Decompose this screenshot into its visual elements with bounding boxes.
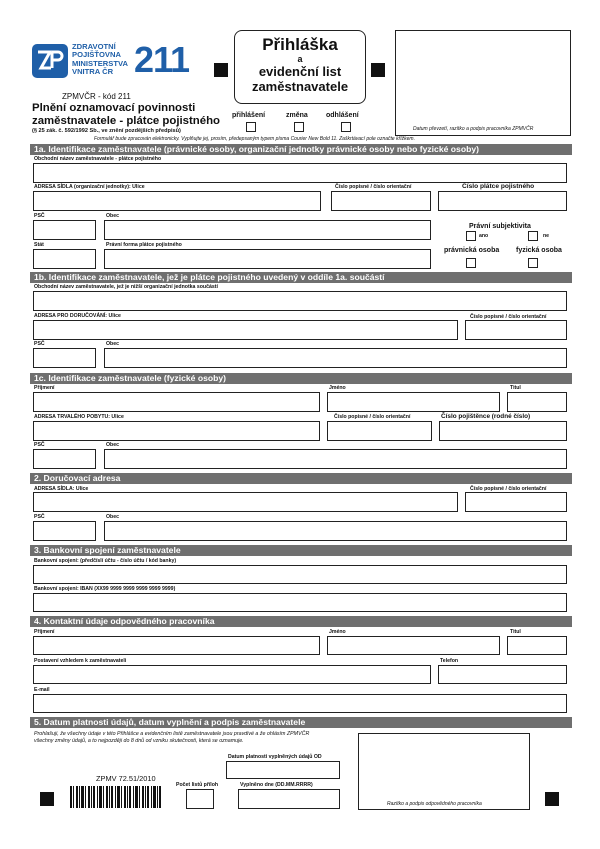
checkbox-zmena[interactable]: [294, 122, 304, 132]
psc-field[interactable]: [33, 220, 96, 240]
fo-city-field[interactable]: [104, 449, 567, 469]
label-delivery-address: ADRESA PRO DORUČOVÁNÍ: Ulice: [34, 313, 121, 319]
label-filled-on: Vyplněno dne (DD.MM.RRRR): [240, 782, 313, 788]
section-1c-header: 1c. Identifikace zaměstnavatele (fyzické osoby): [30, 373, 572, 384]
insurance-number-field[interactable]: [439, 421, 567, 441]
label-valid-from: Datum platnosti vyplněných údajů OD: [228, 754, 322, 760]
checkbox-legal-person[interactable]: [466, 258, 476, 268]
label-trade-name: Obchodní název zaměstnavatele - plátce pojistného: [34, 156, 162, 162]
fo-house-number-field[interactable]: [327, 421, 432, 441]
fo-psc-field[interactable]: [33, 449, 96, 469]
surname-field[interactable]: [33, 392, 320, 412]
label-fo-house-number: Číslo popisné / číslo orientační: [334, 414, 411, 420]
label-prihlaseni: přihlášení: [232, 112, 266, 119]
label-seat-address: ADRESA SÍDLA: Ulice: [34, 486, 89, 492]
checkbox-legal-subject-no[interactable]: [528, 231, 538, 241]
label-no: ne: [543, 233, 550, 239]
checkbox-legal-subject-yes[interactable]: [466, 231, 476, 241]
label-position: Postavení vzhledem k zaměstnavateli: [34, 658, 127, 664]
label-title: Titul: [510, 385, 521, 391]
label-yes: ano: [479, 233, 489, 239]
iban-field[interactable]: [33, 593, 567, 612]
label-house-number: Číslo popisné / číslo orientační: [335, 184, 412, 190]
filled-on-field[interactable]: [238, 789, 340, 809]
street-field[interactable]: [33, 191, 321, 211]
main-title: Přihláška: [262, 35, 338, 54]
d-house-number-field[interactable]: [465, 492, 567, 512]
label-fo-obec: Obec: [106, 442, 119, 448]
label-payer-number: Číslo plátce pojistného: [462, 183, 535, 190]
checkbox-natural-person[interactable]: [528, 258, 538, 268]
logo-line-2: POJIŠŤOVNA: [72, 50, 121, 60]
email-field[interactable]: [33, 694, 567, 713]
registration-mark: [545, 792, 559, 806]
logo-line-1: ZDRAVOTNÍ: [72, 42, 116, 51]
attachments-field[interactable]: [186, 789, 214, 809]
label-surname: Příjmení: [34, 385, 55, 391]
label-legal-form: Právní forma plátce pojistného: [106, 242, 182, 248]
form-code: ZPMVČR - kód 211: [62, 92, 131, 101]
declaration-text: [34, 731, 309, 745]
valid-from-field[interactable]: [226, 761, 340, 779]
logo-line-4: VNITRA ČR: [72, 67, 114, 77]
label-legal-person: právnická osoba: [444, 247, 500, 254]
label-sub-house-number: Číslo popisné / číslo orientační: [470, 314, 547, 320]
label-contact-first-name: Jméno: [329, 629, 346, 635]
label-sub-trade-name: Obchodní název zaměstnavatele, jež je nižší organizační jednotka součástí: [34, 284, 218, 290]
fo-street-field[interactable]: [33, 421, 320, 441]
legal-reference: (§ 25 zák. č. 592/1992 Sb., ve znění pozdějších předpisů): [32, 128, 181, 134]
registration-mark: [214, 63, 228, 77]
d-street-field[interactable]: [33, 492, 458, 512]
label-legal-subject: Právní subjektivita: [469, 223, 531, 230]
checkbox-prihlaseni[interactable]: [246, 122, 256, 132]
label-obec: Obec: [106, 213, 119, 219]
label-bank-account: Bankovní spojení: (předčíslí účtu - číslo účtu / kód banky): [34, 558, 177, 564]
d-city-field[interactable]: [104, 521, 567, 541]
contact-title-field[interactable]: [507, 636, 567, 655]
contact-first-name-field[interactable]: [327, 636, 500, 655]
label-contact-title: Titul: [510, 629, 521, 635]
label-odhlaseni: odhlášení: [326, 112, 359, 119]
label-d-house-number: Číslo popisné / číslo orientační: [470, 486, 547, 492]
form-title-line-1: Plnění oznamovací povinnosti: [32, 102, 196, 114]
section-2-header: 2. Doručovací adresa: [30, 473, 572, 484]
registration-mark: [371, 63, 385, 77]
insurer-logo: [30, 40, 200, 84]
stamp-caption: Datum převzetí, razítko a podpis pracovníka ZPMVČR: [413, 126, 534, 132]
label-email: E-mail: [34, 687, 50, 693]
bank-account-field[interactable]: [33, 565, 567, 584]
logo-line-3: MINISTERSTVA: [72, 58, 128, 68]
position-field[interactable]: [33, 665, 431, 684]
label-natural-person: fyzická osoba: [516, 247, 562, 254]
section-3-header: 3. Bankovní spojení zaměstnavatele: [30, 545, 572, 556]
title-field[interactable]: [507, 392, 567, 412]
sub-psc-field[interactable]: [33, 348, 96, 368]
trade-name-field[interactable]: [33, 163, 567, 183]
sub-street-field[interactable]: [33, 320, 458, 340]
label-address: ADRESA SÍDLA (organizační jednotky): Ulice: [34, 184, 145, 190]
label-insurance-number: Číslo pojištěnce (rodné číslo): [441, 413, 531, 420]
form-note: Formulář bude zpracován elektronicky. Vyplňujte jej, prosím, předepsaným typem písma Courier New Bold 11. Zaškrtávací pole označte křížkem.: [94, 136, 415, 142]
label-phone: Telefon: [440, 658, 459, 664]
label-zmena: změna: [286, 112, 308, 119]
label-attachments: Počet listů příloh: [176, 782, 219, 788]
label-fo-psc: PSČ: [34, 442, 45, 448]
legal-form-field[interactable]: [104, 249, 431, 269]
label-psc: PSČ: [34, 213, 45, 219]
barcode-icon: [70, 786, 162, 808]
contact-surname-field[interactable]: [33, 636, 320, 655]
insurer-stamp-box: [395, 30, 571, 136]
label-state: Stát: [34, 242, 44, 248]
city-field[interactable]: [104, 220, 431, 240]
form-title-line-2: zaměstnavatele - plátce pojistného: [32, 115, 221, 127]
d-psc-field[interactable]: [33, 521, 96, 541]
label-d-obec: Obec: [106, 514, 119, 520]
form-number: ZPMV 72.51/2010: [96, 774, 156, 783]
label-sub-psc: PSČ: [34, 341, 45, 347]
label-contact-surname: Příjmení: [34, 629, 55, 635]
signature-caption: Razítko a podpis odpovědného pracovníka: [387, 801, 482, 807]
label-residence-address: ADRESA TRVALÉHO POBYTU: Ulice: [34, 414, 124, 420]
state-field[interactable]: [33, 249, 96, 269]
label-sub-obec: Obec: [106, 341, 119, 347]
section-5-header: 5. Datum platnosti údajů, datum vyplnění a podpis zaměstnavatele: [30, 717, 572, 728]
phone-field[interactable]: [438, 665, 567, 684]
main-title-and: a: [297, 54, 303, 64]
main-title-line-2: evidenční list: [258, 64, 342, 79]
signature-box[interactable]: [358, 733, 530, 810]
declaration-line-1: Prohlašuji, že všechny údaje v této Přihlášce a evidenčním listě zaměstnavatele jsou pravdivé a že ohlásím ZPMVČR: [34, 731, 310, 737]
section-4-header: 4. Kontaktní údaje odpovědného pracovníka: [30, 616, 572, 627]
main-title-line-3: zaměstnavatele: [251, 79, 349, 94]
zp-logo-icon: [32, 44, 68, 78]
sub-city-field[interactable]: [104, 348, 567, 368]
sub-trade-name-field[interactable]: [33, 291, 567, 311]
main-title-box: [234, 30, 366, 104]
first-name-field[interactable]: [327, 392, 500, 412]
section-1a-header: 1a. Identifikace zaměstnavatele (právnické osoby, organizační jednotky právnické osoby nebo fyzické osoby): [30, 144, 572, 155]
house-number-field[interactable]: [331, 191, 431, 211]
section-1b-header: 1b. Identifikace zaměstnavatele, jež je plátce pojistného uvedený v oddíle 1a. součástí: [30, 272, 572, 283]
form-title: [32, 102, 220, 128]
label-first-name: Jméno: [329, 385, 346, 391]
registration-mark: [40, 792, 54, 806]
sub-house-number-field[interactable]: [465, 320, 567, 340]
label-iban: Bankovní spojení: IBAN (XX99 9999 9999 9999 9999 9999): [34, 586, 176, 592]
payer-number-field[interactable]: [438, 191, 567, 211]
declaration-line-2: všechny změny údajů, a to nejpozději do 8 dnů od vzniku skutečnosti, která se oznamuje.: [34, 738, 244, 744]
checkbox-odhlaseni[interactable]: [341, 122, 351, 132]
logo-number: 211: [134, 39, 190, 80]
label-d-psc: PSČ: [34, 514, 45, 520]
